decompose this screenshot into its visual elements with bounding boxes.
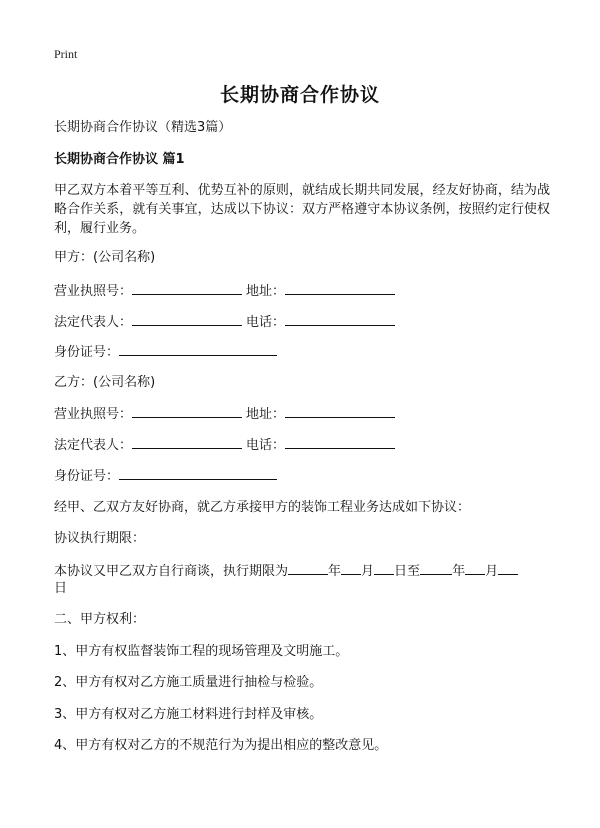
party-b-rep-label: 法定代表人： xyxy=(54,438,133,453)
rights-item-1: 1、甲方有权监督装饰工程的现场管理及文明施工。 xyxy=(54,644,349,659)
rights-heading: 二、甲方权利： xyxy=(54,612,146,627)
party-a-address-blank xyxy=(285,282,395,295)
page-title: 长期协商合作协议 xyxy=(219,84,380,106)
section-heading: 长期协商合作协议 篇1 xyxy=(54,152,185,167)
party-b-license-blank xyxy=(132,405,242,418)
party-a-rep-label: 法定代表人： xyxy=(54,315,133,330)
term-day1-blank xyxy=(374,562,394,575)
party-a-license-row xyxy=(54,282,395,301)
party-a-label: 甲方：(公司名称) xyxy=(54,250,156,265)
term-text-line-2: 日 xyxy=(54,581,68,596)
party-a-rep-blank xyxy=(132,313,242,326)
rights-item-3: 3、甲方有权对乙方施工材料进行封样及审核。 xyxy=(54,707,323,722)
term-month1: 月 xyxy=(361,564,375,579)
party-a-id-label: 身份证号： xyxy=(54,345,120,360)
term-year2: 年 xyxy=(452,564,466,579)
party-b-address-blank xyxy=(285,405,395,418)
party-b-license-label: 营业执照号： xyxy=(54,407,133,422)
party-b-phone-blank xyxy=(285,436,395,449)
party-a-id-row xyxy=(54,343,277,362)
party-b-address-label: 地址： xyxy=(246,407,286,422)
party-b-id-blank xyxy=(119,467,277,480)
print-link[interactable]: Print xyxy=(54,47,78,61)
party-b-label: 乙方：(公司名称) xyxy=(54,375,156,390)
intro-paragraph: 甲乙双方本着平等互利、优势互补的原则，就结成长期共同发展，经友好协商，结为战略合作关系，就有关事宜，达成以下协议：双方严格遵守本协议条例，按照约定行使权利，履行业务。 xyxy=(54,183,550,236)
party-b-id-row xyxy=(54,467,277,486)
party-b-phone-label: 电话： xyxy=(246,438,286,453)
term-year1-blank xyxy=(288,562,328,575)
term-year2-blank xyxy=(420,562,452,575)
party-a-id-blank xyxy=(119,343,277,356)
term-year1: 年 xyxy=(328,564,342,579)
party-a-license-label: 营业执照号： xyxy=(54,284,133,299)
party-b-rep-blank xyxy=(132,436,242,449)
term-heading: 协议执行期限： xyxy=(54,531,146,546)
party-b-license-row xyxy=(54,405,395,424)
party-b-rep-row xyxy=(54,436,395,455)
party-a-address-label: 地址： xyxy=(246,284,286,299)
party-a-license-blank xyxy=(132,282,242,295)
rights-item-4: 4、甲方有权对乙方的不规范行为为提出相应的整改意见。 xyxy=(54,738,388,753)
term-text-line-1 xyxy=(54,562,518,581)
term-day2-blank xyxy=(498,562,518,575)
term-month2: 月 xyxy=(485,564,499,579)
term-month2-blank xyxy=(465,562,485,575)
agreement-intro: 经甲、乙双方友好协商，就乙方承接甲方的装饰工程业务达成如下协议： xyxy=(54,500,471,515)
document-subtitle: 长期协商合作协议（精选3篇） xyxy=(54,120,232,135)
term-lead: 本协议又甲乙双方自行商谈，执行期限为 xyxy=(54,564,289,579)
party-a-rep-row xyxy=(54,313,395,332)
term-month1-blank xyxy=(341,562,361,575)
rights-item-2: 2、甲方有权对乙方施工质量进行抽检与检验。 xyxy=(54,675,323,690)
party-b-id-label: 身份证号： xyxy=(54,469,120,484)
term-day1: 日至 xyxy=(394,564,421,579)
party-a-phone-blank xyxy=(285,313,395,326)
party-a-phone-label: 电话： xyxy=(246,315,286,330)
